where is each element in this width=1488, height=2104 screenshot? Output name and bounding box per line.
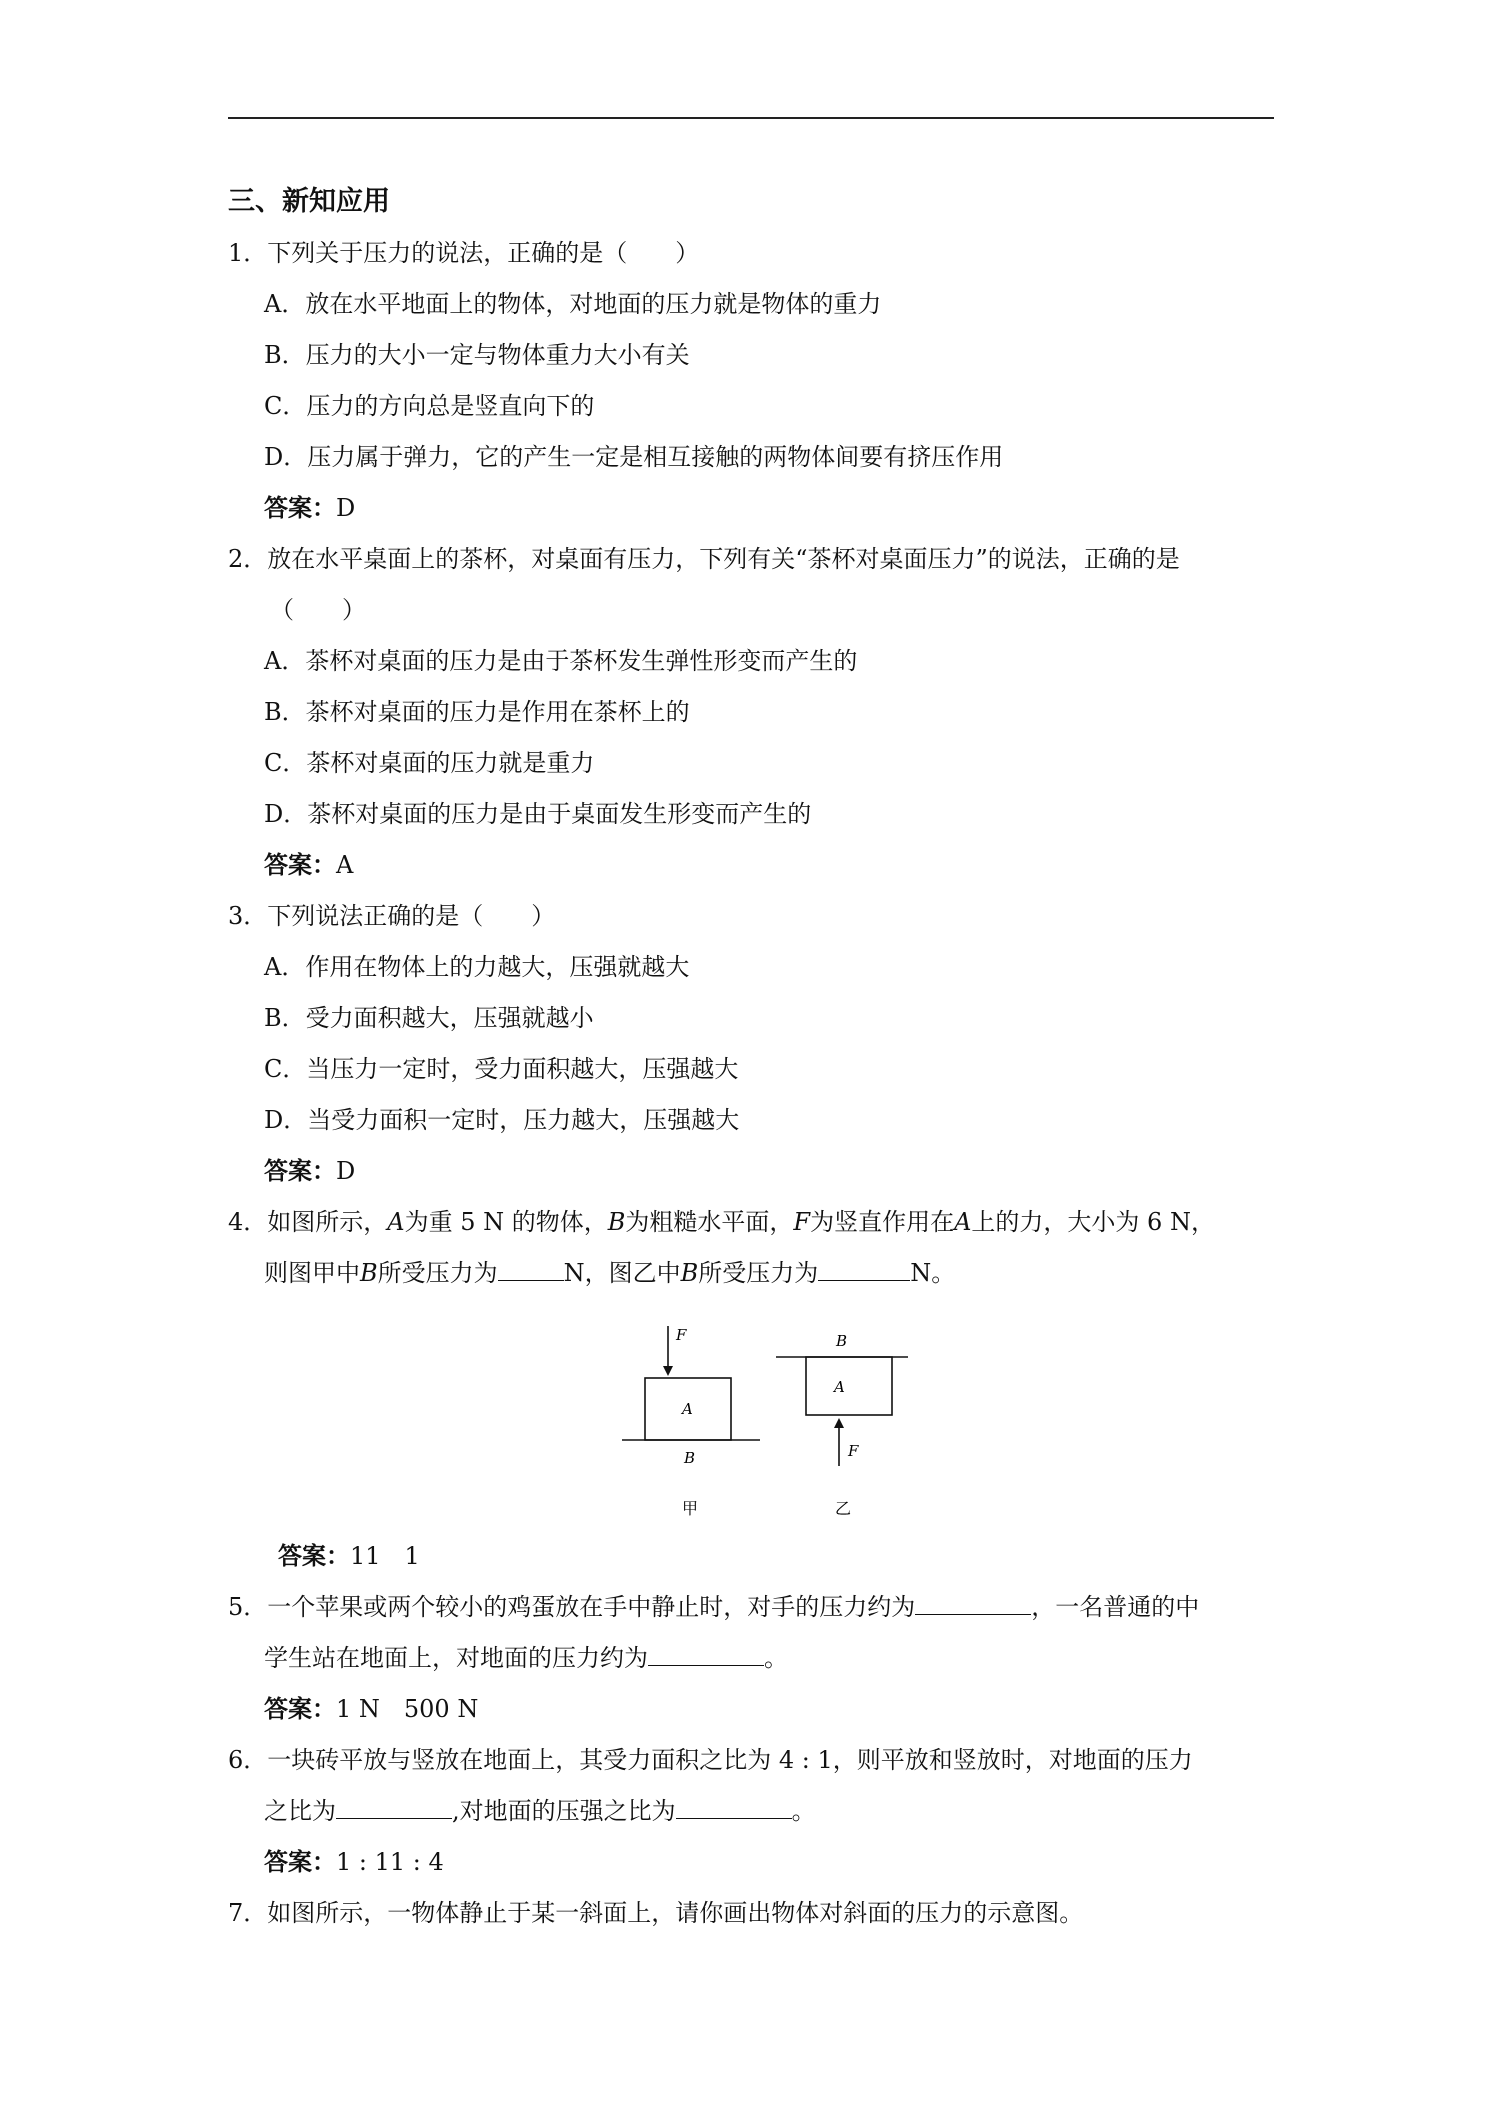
question-3-stem: 3．下列说法正确的是（ ）	[228, 902, 556, 930]
answer-label: 答案：	[264, 1694, 336, 1723]
question-3-answer	[264, 1155, 355, 1187]
text: 。	[764, 1644, 788, 1672]
answer-label: 答案：	[264, 493, 336, 522]
surface-label: B	[836, 1332, 848, 1350]
answer-label: 答案：	[278, 1541, 350, 1570]
question-3-option-a: A．作用在物体上的力越大，压强就越大	[264, 953, 690, 981]
question-1-option-d: D．压力属于弹力，它的产生一定是相互接触的两物体间要有挤压作用	[264, 443, 1004, 471]
text: 学生站在地面上，对地面的压力约为	[264, 1644, 648, 1672]
question-2-option-a: A．茶杯对桌面的压力是由于茶杯发生弹性形变而产生的	[264, 647, 858, 675]
variable-b: B	[360, 1259, 378, 1287]
question-1-option-b: B．压力的大小一定与物体重力大小有关	[264, 341, 690, 369]
question-5-answer	[264, 1693, 478, 1725]
text: N。	[910, 1259, 956, 1287]
question-3-option-d: D．当受力面积一定时，压力越大，压强越大	[264, 1106, 740, 1134]
question-2-answer	[264, 849, 353, 881]
question-3-option-b: B．受力面积越大，压强就越小	[264, 1004, 594, 1032]
text: 为粗糙水平面，	[625, 1208, 794, 1236]
answer-blank[interactable]	[336, 1796, 452, 1819]
answer-value: D	[336, 494, 356, 522]
text: 为重 5 N 的物体，	[404, 1208, 608, 1236]
text: 所受压力为	[698, 1259, 819, 1287]
text: 。	[791, 1797, 816, 1825]
force-label: F	[848, 1442, 859, 1460]
figure-caption: 甲	[682, 1499, 699, 1518]
question-5-stem-line-1	[228, 1591, 1199, 1623]
text: 为竖直作用在	[810, 1208, 955, 1236]
block-label: A	[834, 1378, 845, 1396]
arrowhead	[663, 1366, 673, 1376]
figure-caption: 乙	[835, 1499, 852, 1518]
text: 上的力，大小为 6 N，	[971, 1208, 1215, 1236]
answer-blank[interactable]	[498, 1258, 564, 1281]
force-label: F	[676, 1326, 687, 1344]
pressure-figure	[610, 1318, 920, 1528]
text: 5．一个苹果或两个较小的鸡蛋放在手中静止时，对手的压力约为	[228, 1593, 916, 1621]
arrowhead	[834, 1418, 844, 1428]
question-4-stem-line-2	[264, 1257, 955, 1289]
question-1-option-a: A．放在水平地面上的物体，对地面的压力就是物体的重力	[264, 290, 882, 318]
question-4-answer	[278, 1540, 420, 1572]
block-a	[806, 1357, 892, 1415]
question-6-stem-line-2	[264, 1795, 816, 1827]
figure-left	[622, 1326, 760, 1518]
figure-right	[776, 1332, 908, 1518]
variable-b: B	[607, 1208, 626, 1236]
question-6-answer	[264, 1846, 444, 1878]
variable-a: A	[387, 1208, 405, 1236]
answer-value: 1 N 500 N	[336, 1695, 479, 1723]
answer-label: 答案：	[264, 850, 336, 879]
question-3-option-c: C．当压力一定时，受力面积越大，压强越大	[264, 1055, 739, 1083]
question-1-answer	[264, 492, 355, 524]
text: 4．如图所示，	[228, 1208, 388, 1236]
surface-label: B	[684, 1449, 696, 1467]
answer-blank[interactable]	[915, 1592, 1031, 1615]
question-1-option-c: C．压力的方向总是竖直向下的	[264, 392, 595, 420]
answer-label: 答案：	[264, 1847, 336, 1876]
text: N，图乙中	[563, 1259, 681, 1287]
block-label: A	[682, 1400, 693, 1418]
text: 之比为	[264, 1797, 336, 1825]
question-1-stem: 1．下列关于压力的说法，正确的是（ ）	[228, 239, 700, 267]
variable-a: A	[954, 1208, 972, 1236]
text: ，一名普通的中	[1031, 1593, 1200, 1621]
question-2-option-b: B．茶杯对桌面的压力是作用在茶杯上的	[264, 698, 690, 726]
question-2-stem-cont: （ ）	[270, 596, 366, 624]
question-6-stem-line-1: 6．一块砖平放与竖放在地面上，其受力面积之比为 4 : 1，则平放和竖放时，对地面的压力	[228, 1746, 1193, 1774]
answer-blank[interactable]	[648, 1643, 764, 1666]
section-title: 三、新知应用	[228, 186, 390, 217]
answer-value: 11 1	[350, 1542, 420, 1570]
answer-value: D	[336, 1157, 356, 1185]
answer-blank[interactable]	[818, 1258, 910, 1281]
text: 所受压力为	[377, 1259, 498, 1287]
variable-f: F	[793, 1208, 811, 1236]
question-2-option-d: D．茶杯对桌面的压力是由于桌面发生形变而产生的	[264, 800, 812, 828]
answer-label: 答案：	[264, 1156, 336, 1185]
question-4-stem-line-1	[228, 1206, 1215, 1238]
question-2-option-c: C．茶杯对桌面的压力就是重力	[264, 749, 595, 777]
header-rule	[228, 117, 1274, 119]
answer-blank[interactable]	[676, 1796, 792, 1819]
variable-b: B	[680, 1259, 699, 1287]
answer-value: A	[336, 851, 354, 879]
question-5-stem-line-2	[264, 1642, 788, 1674]
text: ,对地面的压强之比为	[452, 1797, 676, 1825]
question-7-stem: 7．如图所示，一物体静止于某一斜面上，请你画出物体对斜面的压力的示意图。	[228, 1899, 1084, 1927]
question-2-stem: 2．放在水平桌面上的茶杯，对桌面有压力，下列有关“茶杯对桌面压力”的说法，正确的是	[228, 545, 1180, 573]
answer-value: 1 : 11 : 4	[336, 1848, 444, 1876]
text: 则图甲中	[264, 1259, 360, 1287]
